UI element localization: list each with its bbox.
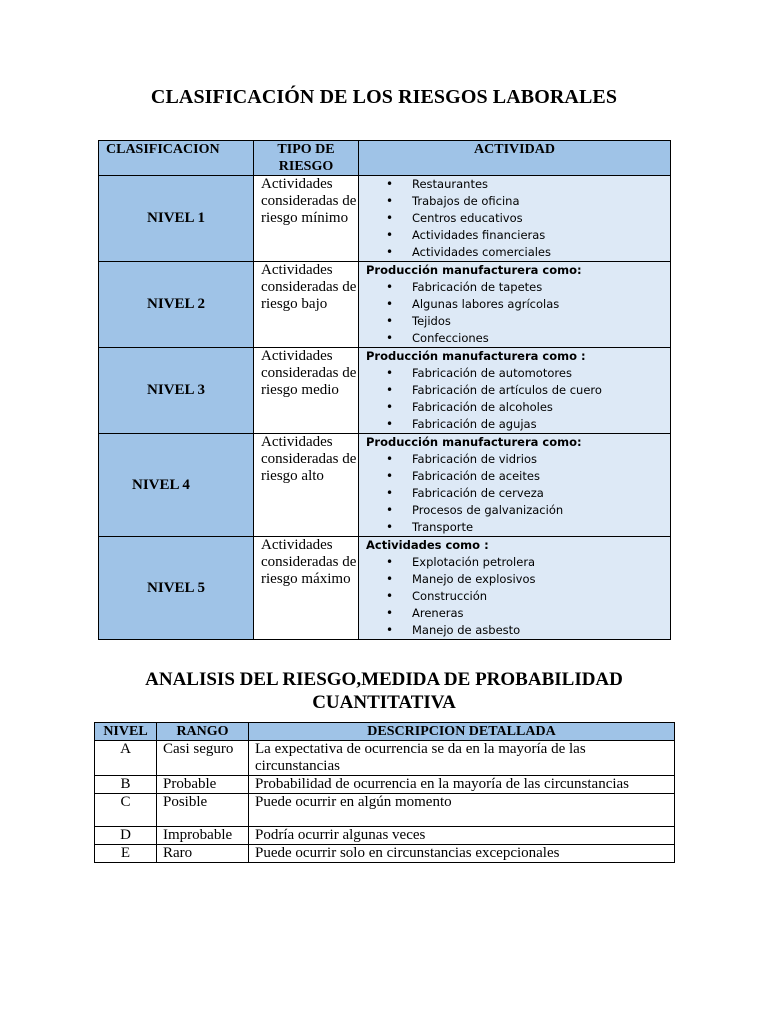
tipo-riesgo-cell: Actividades consideradas de riesgo máximo [254, 537, 359, 640]
actividad-intro: Producción manufacturera como : [366, 349, 586, 363]
table-row [95, 845, 675, 863]
table-row [99, 176, 671, 262]
bullet-icon: • [386, 211, 394, 225]
list-item [359, 571, 670, 588]
list-item [359, 399, 670, 416]
list-item [359, 554, 670, 571]
rango-cell: Improbable [157, 827, 249, 845]
list-item-label: Fabricación de tapetes [412, 280, 543, 294]
table-header-row [95, 723, 675, 741]
list-item-label: Manejo de asbesto [412, 623, 521, 637]
list-item-label: Trabajos de oficina [412, 194, 520, 208]
header-actividad: ACTIVIDAD [359, 141, 671, 176]
list-item-label: Fabricación de alcoholes [412, 400, 553, 414]
header-clasificacion: CLASIFICACION [99, 141, 254, 176]
table-row [99, 348, 671, 434]
descripcion-cell: Puede ocurrir solo en circunstancias excepcionales [249, 845, 675, 863]
list-item-label: Areneras [412, 606, 464, 620]
list-item-label: Fabricación de vidrios [412, 452, 537, 466]
nivel-cell: NIVEL 2 [99, 262, 254, 348]
list-item [359, 244, 670, 261]
bullet-icon: • [386, 503, 394, 517]
nivel-cell: B [95, 776, 157, 794]
actividad-list [359, 451, 670, 536]
actividad-intro: Actividades como : [366, 538, 489, 552]
tipo-riesgo-cell: Actividades consideradas de riesgo mínimo [254, 176, 359, 262]
nivel-cell: NIVEL 5 [99, 537, 254, 640]
actividad-cell [359, 537, 671, 640]
actividad-cell [359, 348, 671, 434]
nivel-cell: E [95, 845, 157, 863]
bullet-icon: • [386, 589, 394, 603]
descripcion-cell: Probabilidad de ocurrencia en la mayoría de las circunstancias [249, 776, 675, 794]
section-title [0, 668, 768, 714]
list-item [359, 330, 670, 347]
list-item-label: Fabricación de aceites [412, 469, 540, 483]
bullet-icon: • [386, 297, 394, 311]
bullet-icon: • [386, 177, 394, 191]
list-item-label: Fabricación de artículos de cuero [412, 383, 602, 397]
list-item [359, 519, 670, 536]
list-item [359, 279, 670, 296]
table-row [95, 827, 675, 845]
bullet-icon: • [386, 366, 394, 380]
tipo-riesgo-cell: Actividades consideradas de riesgo alto [254, 434, 359, 537]
list-item-label: Explotación petrolera [412, 555, 536, 569]
list-item-label: Transporte [412, 520, 474, 534]
table-row [95, 776, 675, 794]
table-row [99, 262, 671, 348]
rango-cell: Casi seguro [157, 741, 249, 776]
actividad-cell [359, 176, 671, 262]
descripcion-cell: La expectativa de ocurrencia se da en la mayoría de las circunstancias [249, 741, 675, 776]
actividad-intro: Producción manufacturera como: [366, 435, 582, 449]
risk-classification-table [98, 140, 671, 640]
list-item [359, 313, 670, 330]
actividad-cell [359, 434, 671, 537]
list-item-label: Manejo de explosivos [412, 572, 536, 586]
bullet-icon: • [386, 280, 394, 294]
rango-cell: Posible [157, 794, 249, 827]
table-row [99, 434, 671, 537]
list-item-label: Actividades comerciales [412, 245, 551, 259]
header-descripcion: DESCRIPCION DETALLADA [249, 723, 675, 741]
list-item [359, 622, 670, 639]
table-row [95, 794, 675, 827]
bullet-icon: • [386, 400, 394, 414]
nivel-cell: NIVEL 4 [99, 434, 254, 537]
rango-cell: Raro [157, 845, 249, 863]
list-item [359, 502, 670, 519]
list-item [359, 227, 670, 244]
list-item [359, 382, 670, 399]
table-header-row [99, 141, 671, 176]
nivel-cell: C [95, 794, 157, 827]
list-item-label: Fabricación de agujas [412, 417, 537, 431]
list-item-label: Construcción [412, 589, 488, 603]
bullet-icon: • [386, 383, 394, 397]
bullet-icon: • [386, 331, 394, 345]
list-item-label: Fabricación de cerveza [412, 486, 544, 500]
list-item [359, 605, 670, 622]
actividad-list [359, 279, 670, 347]
bullet-icon: • [386, 469, 394, 483]
bullet-icon: • [386, 228, 394, 242]
list-item [359, 416, 670, 433]
nivel-cell: NIVEL 3 [99, 348, 254, 434]
probability-table [94, 722, 675, 863]
descripcion-cell: Puede ocurrir en algún momento [249, 794, 675, 827]
bullet-icon: • [386, 606, 394, 620]
list-item-label: Fabricación de automotores [412, 366, 572, 380]
list-item [359, 210, 670, 227]
nivel-cell: A [95, 741, 157, 776]
list-item-label: Procesos de galvanización [412, 503, 564, 517]
bullet-icon: • [386, 520, 394, 534]
list-item-label: Confecciones [412, 331, 489, 345]
header-nivel: NIVEL [95, 723, 157, 741]
section-title-line-1: ANALISIS DEL RIESGO,MEDIDA DE PROBABILIDAD [145, 669, 623, 690]
list-item [359, 451, 670, 468]
list-item [359, 365, 670, 382]
nivel-cell: D [95, 827, 157, 845]
bullet-icon: • [386, 572, 394, 586]
bullet-icon: • [386, 245, 394, 259]
tipo-riesgo-cell: Actividades consideradas de riesgo bajo [254, 262, 359, 348]
list-item-label: Centros educativos [412, 211, 523, 225]
list-item-label: Restaurantes [412, 177, 489, 191]
bullet-icon: • [386, 623, 394, 637]
table-row [99, 537, 671, 640]
section-title-line-2: CUANTITATIVA [312, 692, 456, 713]
list-item-label: Algunas labores agrícolas [412, 297, 560, 311]
list-item [359, 296, 670, 313]
tipo-riesgo-cell: Actividades consideradas de riesgo medio [254, 348, 359, 434]
actividad-list [359, 365, 670, 433]
bullet-icon: • [386, 452, 394, 466]
bullet-icon: • [386, 417, 394, 431]
list-item-label: Tejidos [412, 314, 451, 328]
table-row [95, 741, 675, 776]
actividad-cell [359, 262, 671, 348]
descripcion-cell: Podría ocurrir algunas veces [249, 827, 675, 845]
nivel-cell: NIVEL 1 [99, 176, 254, 262]
header-rango: RANGO [157, 723, 249, 741]
bullet-icon: • [386, 486, 394, 500]
header-tipo-riesgo: TIPO DE RIESGO [254, 141, 359, 176]
rango-cell: Probable [157, 776, 249, 794]
actividad-intro: Producción manufacturera como: [366, 263, 582, 277]
bullet-icon: • [386, 314, 394, 328]
actividad-list [359, 176, 670, 261]
bullet-icon: • [386, 555, 394, 569]
bullet-icon: • [386, 194, 394, 208]
page-title: CLASIFICACIÓN DE LOS RIESGOS LABORALES [150, 86, 618, 108]
list-item [359, 193, 670, 210]
list-item [359, 176, 670, 193]
list-item-label: Actividades financieras [412, 228, 546, 242]
list-item [359, 485, 670, 502]
list-item [359, 588, 670, 605]
list-item [359, 468, 670, 485]
actividad-list [359, 554, 670, 639]
